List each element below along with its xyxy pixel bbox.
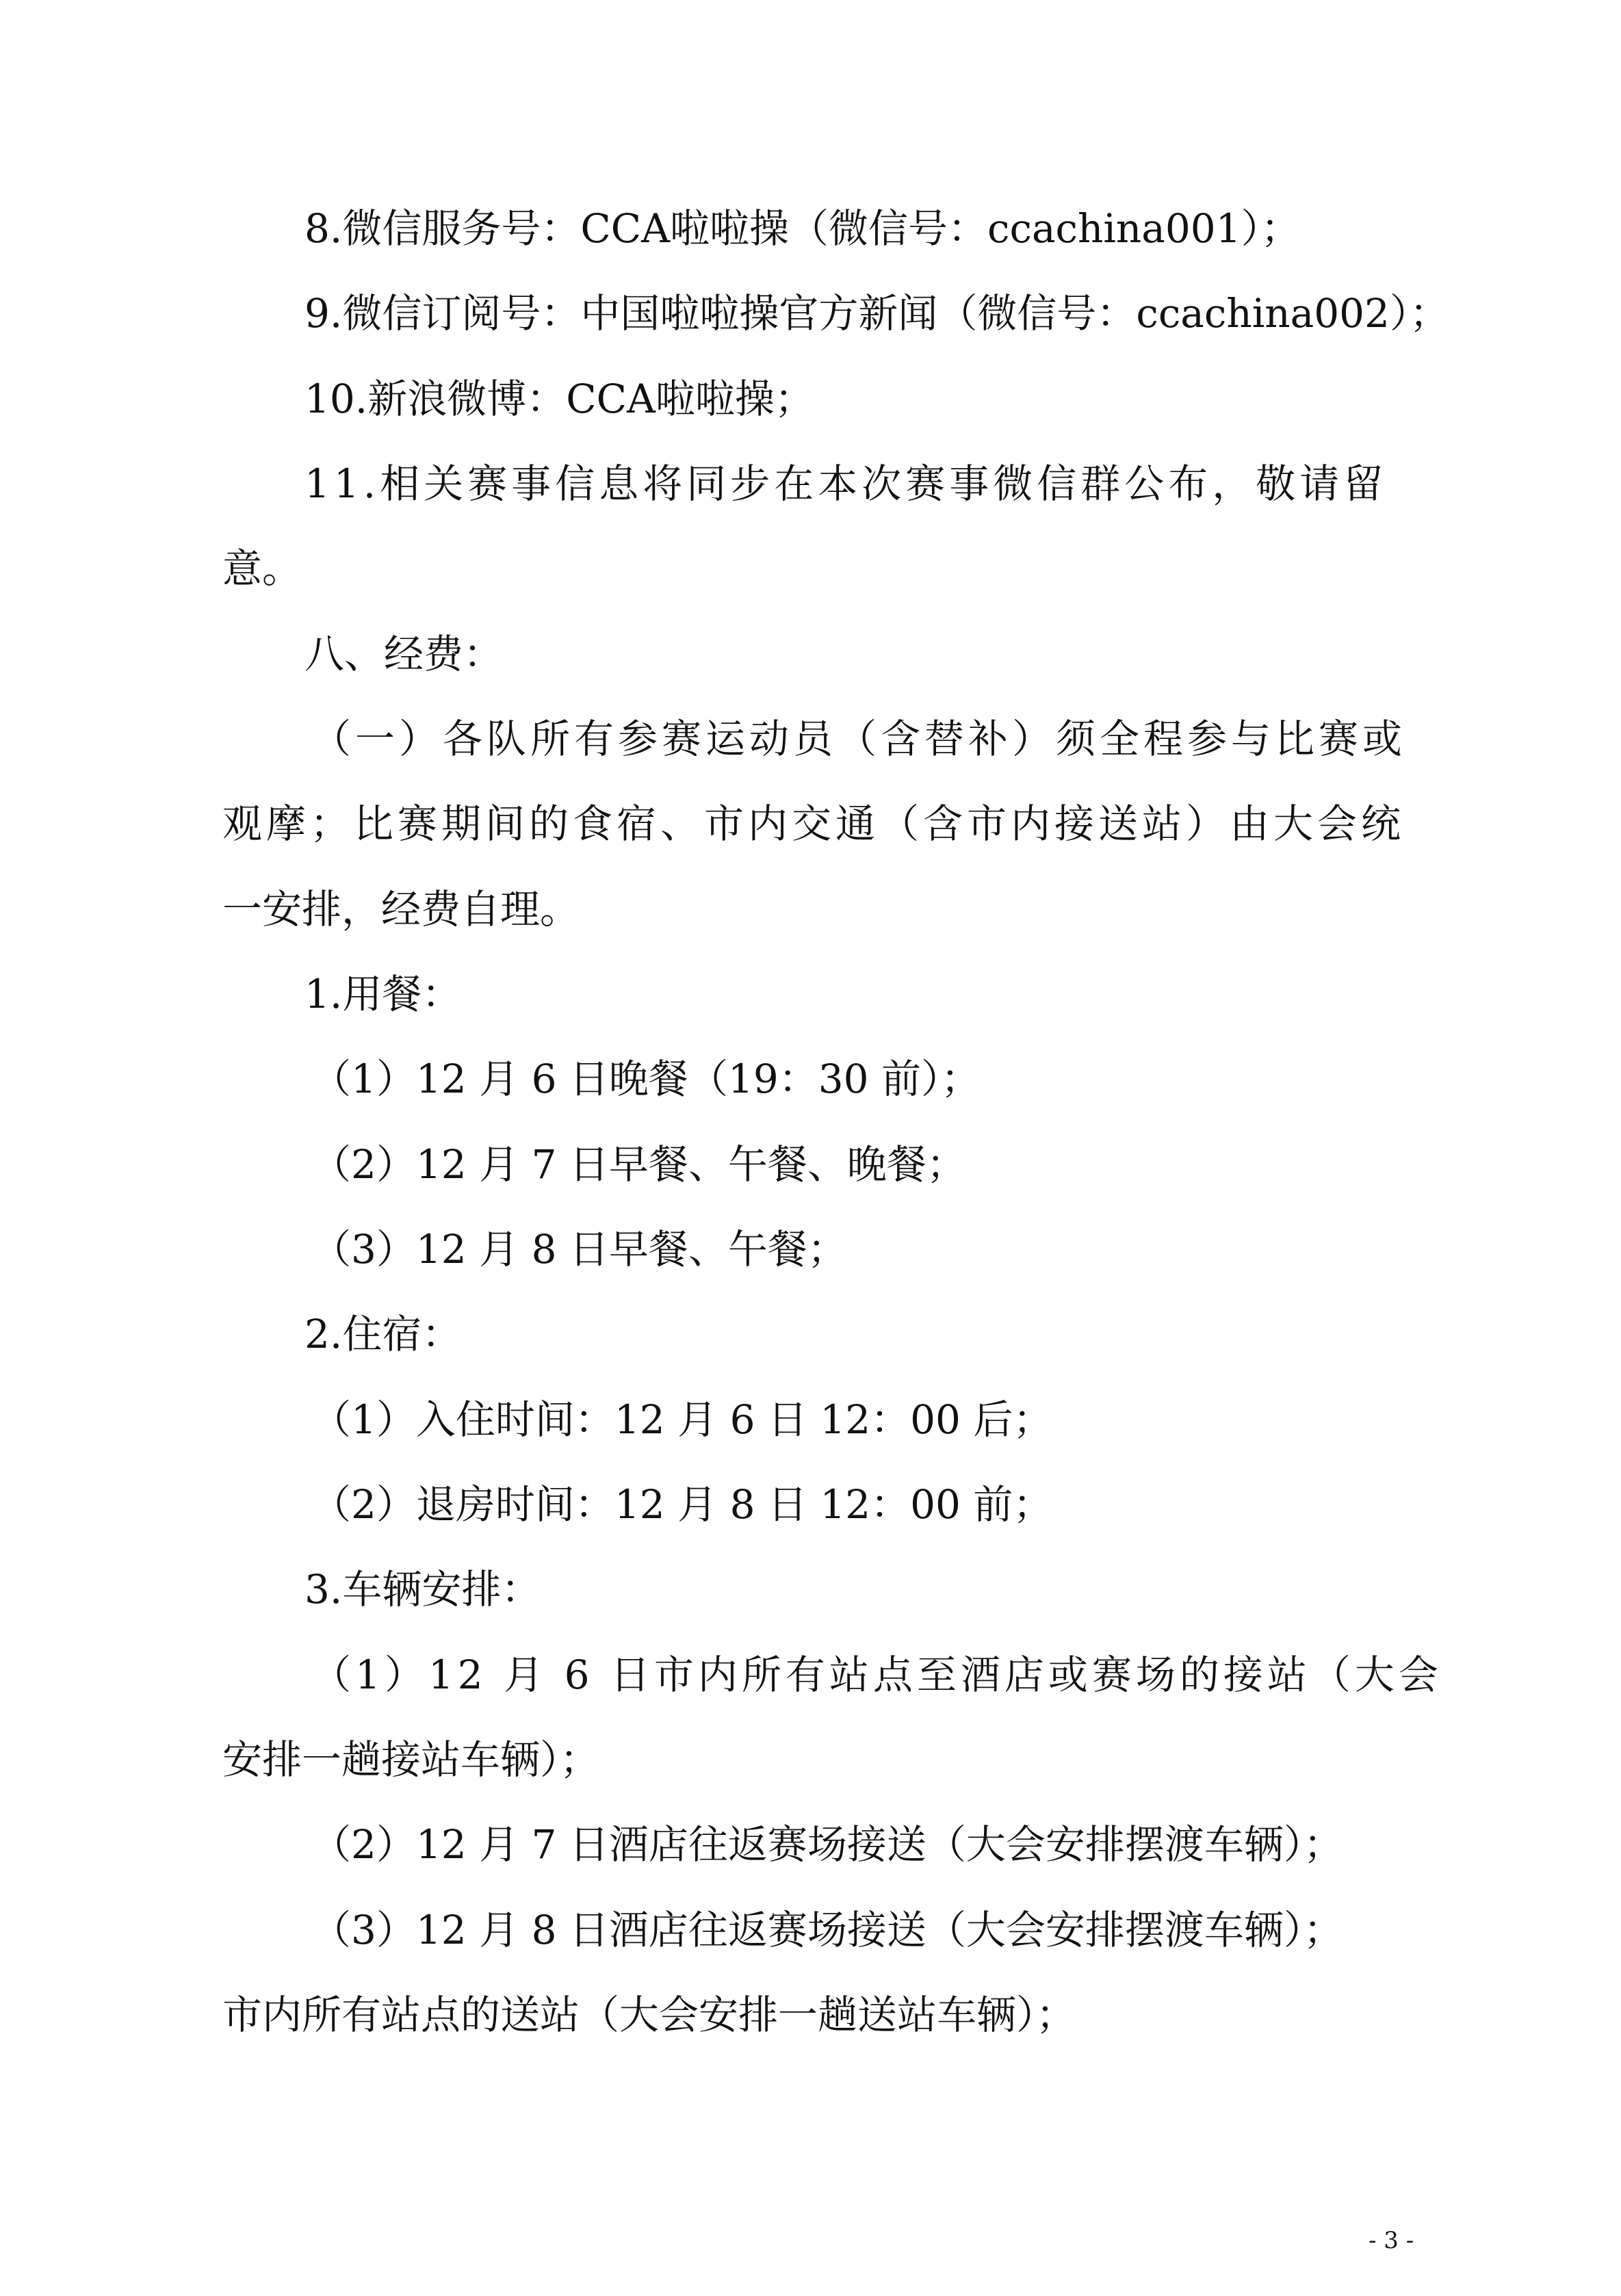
list-item-vehicle-3-continued: 市内所有站点的送站（大会安排一趟送站车辆）； <box>222 1992 1076 2038</box>
paragraph-line-event-info: 11.相关赛事信息将同步在本次赛事微信群公布，敬请留 <box>304 460 1388 507</box>
paragraph-line-expenses-1: （一）各队所有参赛运动员（含替补）须全程参与比赛或 <box>311 716 1407 762</box>
list-item-check-out: （2）退房时间：12 月 8 日 12：00 前； <box>311 1481 1053 1528</box>
list-item-check-in: （1）入住时间：12 月 6 日 12：00 后； <box>311 1396 1053 1443</box>
subheading-meals: 1.用餐： <box>304 971 462 1017</box>
paragraph-line-expenses-3: 一安排，经费自理。 <box>222 886 580 932</box>
paragraph-line-event-info-continued: 意。 <box>222 545 302 592</box>
subheading-vehicles: 3.车辆安排： <box>304 1566 541 1613</box>
list-item-meal-2: （2）12 月 7 日早餐、午餐、晚餐； <box>311 1141 966 1188</box>
list-item-vehicle-2: （2）12 月 7 日酒店往返赛场接送（大会安排摆渡车辆）； <box>311 1821 1343 1868</box>
list-item-meal-1: （1）12 月 6 日晚餐（19：30 前）； <box>311 1056 981 1102</box>
list-item-vehicle-1-continued: 安排一趟接站车辆）； <box>222 1736 600 1783</box>
list-item-vehicle-3: （3）12 月 8 日酒店往返赛场接送（大会安排摆渡车辆）； <box>311 1907 1343 1953</box>
list-item-meal-3: （3）12 月 8 日早餐、午餐； <box>311 1226 847 1273</box>
paragraph-line-wechat-subscription: 9.微信订阅号：中国啦啦操官方新闻（微信号：ccachina002）； <box>304 290 1449 337</box>
paragraph-line-expenses-2: 观摩；比赛期间的食宿、市内交通（含市内接送站）由大会统 <box>222 800 1405 847</box>
paragraph-line-wechat-service: 8.微信服务号：CCA啦啦操（微信号：ccachina001）； <box>304 205 1301 252</box>
section-heading-expenses: 八、经费： <box>304 631 504 677</box>
subheading-accommodation: 2.住宿： <box>304 1311 462 1357</box>
page-number: - 3 - <box>1369 2227 1414 2254</box>
list-item-vehicle-1: （1）12 月 6 日市内所有站点至酒店或赛场的接站（大会 <box>311 1652 1442 1698</box>
paragraph-line-weibo: 10.新浪微博：CCA啦啦操； <box>304 376 814 422</box>
